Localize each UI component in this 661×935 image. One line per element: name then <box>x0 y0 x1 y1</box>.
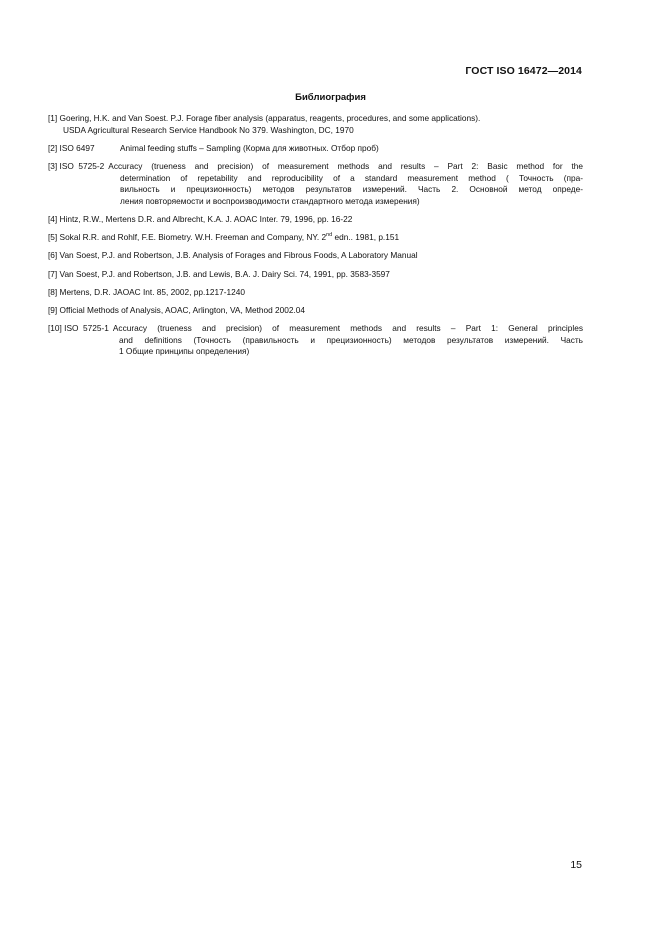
ref-text: [7] Van Soest, P.J. and Robertson, J.B. and Lewis, B.A. J. Dairy Sci. 74, 1991, pp. 3583-3597 <box>48 268 390 279</box>
ref-text-continued: вильность и прецизионность) методов результатов измерений. Часть 2. Основной метод опреде- <box>120 184 583 195</box>
ref-text-continued: edn.. 1981, p.151 <box>332 232 400 243</box>
page-number: 15 <box>570 859 582 871</box>
bibliography-title: Библиография <box>295 92 366 103</box>
bibliography-item-5 <box>48 232 583 244</box>
ref-number: [1] <box>48 113 58 123</box>
ref-text-continued: determination of repetability and reproducibility of a standard measurement method ( Точность (пра- <box>120 172 583 183</box>
bibliography-item-2 <box>48 143 583 155</box>
ref-text: [8] Mertens, D.R. JAOAC Int. 85, 2002, pp.1217-1240 <box>48 286 245 297</box>
bibliography-item-4 <box>48 214 583 226</box>
bibliography-item-8 <box>48 287 583 299</box>
ref-text: [9] Official Methods of Analysis, AOAC, Arlington, VA, Method 2002.04 <box>48 304 306 315</box>
bibliography-item-6 <box>48 250 583 262</box>
ref-number: [3] ISO 5725-2 <box>48 160 105 171</box>
bibliography-item-9 <box>48 305 583 317</box>
ref-text: [5] Sokal R.R. and Rohlf, F.E. Biometry. W.H. Freeman and Company, NY. 2 <box>48 232 327 243</box>
ref-text: Accuracy (trueness and precision) of measurement methods and results – Part 2: Basic method for the <box>108 160 583 171</box>
ref-text-continued: and definitions (Точность (правильность и прецизионность) методов результатов измерений. Часть <box>119 334 583 345</box>
ref-text-continued: 1 Общие принципы определения) <box>119 346 250 357</box>
bibliography-item-7 <box>48 269 583 281</box>
ordinal-superscript: nd <box>326 231 333 238</box>
bibliography-item-10 <box>48 323 583 358</box>
ref-text-continued: USDA Agricultural Research Service Handbook No 379. Washington, DC, 1970 <box>63 124 354 135</box>
ref-text: Accuracy (trueness and precision) of measurement methods and results – Part 1: General principles <box>112 323 583 334</box>
ref-text: Animal feeding stuffs – Sampling (Корма для животных. Отбор проб) <box>120 142 379 153</box>
ref-text-continued: ления повторяемости и воспроизводимости стандартного метода измерения) <box>120 195 420 206</box>
bibliography-item-1 <box>48 113 583 136</box>
ref-number: [10] ISO 5725-1 <box>48 323 109 334</box>
ref-text: Goering, H.K. and Van Soest. P.J. Forage fiber analysis (apparatus, reagents, procedures, and some applications). <box>59 113 481 123</box>
bibliography-item-3 <box>48 161 583 207</box>
ref-text: [6] Van Soest, P.J. and Robertson, J.B. Analysis of Forages and Fibrous Foods, A Laboratory Manual <box>48 250 418 261</box>
ref-number: [2] ISO 6497 <box>48 142 95 153</box>
ref-text: [4] Hintz, R.W., Mertens D.R. and Albrecht, K.A. J. AOAC Inter. 79, 1996, pp. 16-22 <box>48 213 353 224</box>
standard-code: ГОСТ ISO 16472—2014 <box>465 65 582 77</box>
bibliography-list <box>48 113 583 364</box>
